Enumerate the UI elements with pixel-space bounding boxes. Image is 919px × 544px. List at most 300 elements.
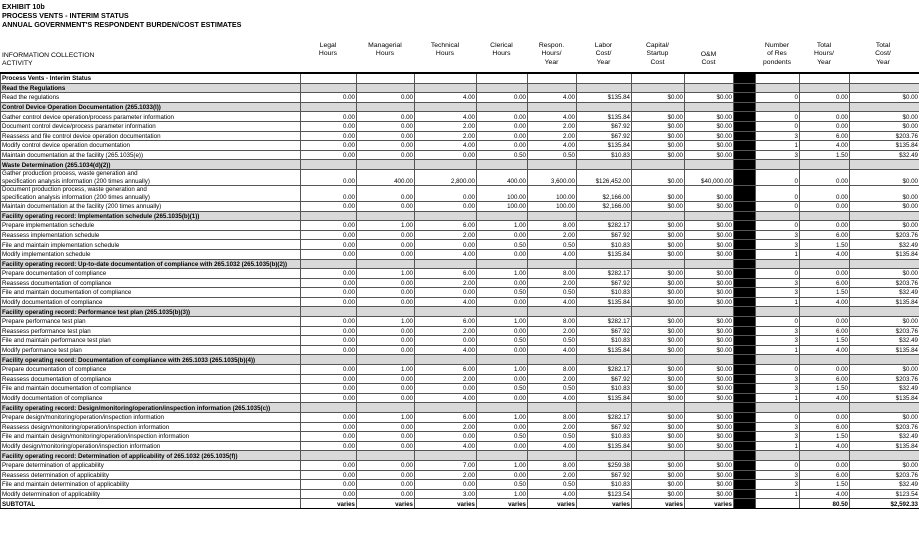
value-cell: 0 bbox=[756, 121, 800, 131]
value-cell: 0 bbox=[756, 365, 800, 375]
value-cell: 0.00 bbox=[800, 93, 850, 103]
value-cell: 0.00 bbox=[800, 169, 850, 185]
value-cell: 1.50 bbox=[800, 480, 850, 490]
activity-label: Reassess performance test plan bbox=[2, 327, 91, 335]
value-cell: $0.00 bbox=[632, 365, 685, 375]
activity-label: Modify documentation of compliance bbox=[2, 395, 103, 402]
header-technical-line: Technical bbox=[430, 42, 460, 49]
value-cell: $0.00 bbox=[632, 413, 685, 423]
value-cell: 0.00 bbox=[477, 278, 528, 288]
value-cell: 0.00 bbox=[477, 121, 528, 131]
activity-label: Reassess documentation of compliance bbox=[2, 279, 112, 287]
table-row bbox=[1, 460, 919, 470]
value-cell: 0.00 bbox=[357, 278, 415, 288]
value-cell: $0.00 bbox=[685, 221, 734, 231]
value-cell: $67.92 bbox=[577, 374, 632, 384]
value-cell: 4.00 bbox=[528, 297, 577, 307]
value-cell: 4.00 bbox=[415, 393, 477, 403]
value-cell: 8.00 bbox=[528, 221, 577, 231]
table-row bbox=[1, 278, 919, 288]
separator-bar bbox=[734, 374, 756, 384]
header-number-line: pondents bbox=[763, 58, 791, 66]
separator-bar bbox=[734, 480, 756, 490]
value-cell: 0.00 bbox=[357, 112, 415, 122]
value-cell: $282.17 bbox=[577, 413, 632, 423]
value-cell: $259.38 bbox=[577, 460, 632, 470]
header-number-line: of Res bbox=[767, 50, 787, 58]
value-cell: $0.00 bbox=[850, 413, 919, 423]
value-cell: 8.00 bbox=[528, 413, 577, 423]
section-title: Facility operating record: Determination of applicability of 265.1032 (265.1035(f)) bbox=[1, 451, 301, 461]
separator-bar bbox=[734, 221, 756, 231]
value-cell: $0.00 bbox=[685, 249, 734, 259]
separator-bar bbox=[734, 326, 756, 336]
table-row bbox=[1, 441, 919, 451]
value-cell: $0.00 bbox=[632, 345, 685, 355]
separator-bar bbox=[734, 185, 756, 201]
separator-bar bbox=[734, 259, 756, 269]
value-cell: $203.76 bbox=[850, 326, 919, 336]
activity-cell bbox=[1, 432, 301, 442]
value-cell: 0.00 bbox=[357, 326, 415, 336]
activity-cell bbox=[1, 413, 301, 423]
value-cell: 3 bbox=[756, 336, 800, 346]
value-cell: 0.00 bbox=[800, 121, 850, 131]
value-cell: $0.00 bbox=[685, 141, 734, 151]
separator-bar bbox=[734, 269, 756, 279]
value-cell: $135.84 bbox=[577, 297, 632, 307]
activity-cell bbox=[1, 422, 301, 432]
value-cell: $0.00 bbox=[685, 230, 734, 240]
activity-label-cont: specification analysis information (200 times annually) bbox=[2, 177, 150, 185]
table-row bbox=[1, 297, 919, 307]
value-cell: 0 bbox=[756, 169, 800, 185]
value-cell: 0.00 bbox=[800, 112, 850, 122]
value-cell: 0.50 bbox=[477, 288, 528, 298]
value-cell: $0.00 bbox=[685, 269, 734, 279]
value-cell: 0.00 bbox=[357, 185, 415, 201]
header-technical bbox=[414, 42, 476, 59]
section-header-row bbox=[1, 307, 919, 317]
value-cell: 7.00 bbox=[415, 460, 477, 470]
header-labor-line: Year bbox=[596, 58, 611, 66]
value-cell: $0.00 bbox=[632, 131, 685, 141]
value-cell: $135.84 bbox=[577, 112, 632, 122]
value-cell: 0.00 bbox=[477, 131, 528, 141]
value-cell: $135.84 bbox=[850, 441, 919, 451]
table-row bbox=[1, 413, 919, 423]
value-cell: $0.00 bbox=[632, 336, 685, 346]
value-cell: 1.00 bbox=[477, 489, 528, 499]
value-cell: $0.00 bbox=[850, 121, 919, 131]
table-row bbox=[1, 470, 919, 480]
value-cell: 4.00 bbox=[528, 441, 577, 451]
value-cell: $32.49 bbox=[850, 432, 919, 442]
header-clerical-line: Hours bbox=[492, 50, 511, 58]
value-cell: $135.84 bbox=[577, 249, 632, 259]
value-cell: 0.00 bbox=[301, 150, 357, 160]
header-total-hours-line: Total bbox=[816, 42, 832, 49]
value-cell: 0 bbox=[756, 112, 800, 122]
separator-bar bbox=[734, 393, 756, 403]
value-cell: 3 bbox=[756, 432, 800, 442]
value-cell: $0.00 bbox=[685, 345, 734, 355]
value-cell: $0.00 bbox=[685, 432, 734, 442]
value-cell: 0.00 bbox=[301, 317, 357, 327]
value-cell: $0.00 bbox=[685, 326, 734, 336]
value-cell: $0.00 bbox=[685, 422, 734, 432]
value-cell: 1.00 bbox=[357, 317, 415, 327]
value-cell: 3 bbox=[756, 131, 800, 141]
value-cell: $10.83 bbox=[577, 240, 632, 250]
value-cell: 0.00 bbox=[800, 269, 850, 279]
table-row bbox=[1, 93, 919, 103]
value-cell: $0.00 bbox=[632, 297, 685, 307]
separator-bar bbox=[734, 102, 756, 112]
activity-label: Prepare documentation of compliance bbox=[2, 366, 107, 374]
value-cell: 0.50 bbox=[477, 384, 528, 394]
activity-cell bbox=[1, 169, 301, 185]
value-cell: 6.00 bbox=[800, 326, 850, 336]
value-cell: 0.00 bbox=[477, 297, 528, 307]
value-cell: $135.84 bbox=[850, 141, 919, 151]
value-cell: $0.00 bbox=[632, 169, 685, 185]
value-cell: 0.50 bbox=[528, 150, 577, 160]
value-cell: 2.00 bbox=[528, 374, 577, 384]
section-title: Facility operating record: Documentation of compliance with 265.1033 (265.1035(b)(4)) bbox=[1, 355, 301, 365]
value-cell: $0.00 bbox=[632, 230, 685, 240]
value-cell: $67.92 bbox=[577, 422, 632, 432]
value-cell: $0.00 bbox=[685, 278, 734, 288]
value-cell: $0.00 bbox=[632, 185, 685, 201]
value-cell: 1 bbox=[756, 393, 800, 403]
value-cell: 0.00 bbox=[415, 201, 477, 211]
value-cell: 1.00 bbox=[477, 460, 528, 470]
activity-cell bbox=[1, 489, 301, 499]
value-cell: $32.49 bbox=[850, 384, 919, 394]
value-cell: 0.00 bbox=[301, 278, 357, 288]
value-cell: 0.00 bbox=[800, 201, 850, 211]
exhibit-subtitle: ANNUAL GOVERNMENT'S RESPONDENT BURDEN/COST ESTIMATES bbox=[2, 20, 242, 29]
value-cell: $0.00 bbox=[685, 93, 734, 103]
value-cell: 0.00 bbox=[477, 470, 528, 480]
header-managerial bbox=[356, 42, 414, 59]
separator-bar bbox=[734, 240, 756, 250]
activity-cell bbox=[1, 240, 301, 250]
header-capital-line: Capital/ bbox=[645, 42, 670, 49]
value-cell: 0.00 bbox=[301, 169, 357, 185]
activity-cell bbox=[1, 150, 301, 160]
value-cell: $0.00 bbox=[685, 297, 734, 307]
value-cell: $0.00 bbox=[850, 317, 919, 327]
value-cell: $0.00 bbox=[850, 201, 919, 211]
value-cell: 1.00 bbox=[477, 269, 528, 279]
separator-bar bbox=[734, 460, 756, 470]
table-row bbox=[1, 317, 919, 327]
value-cell: 3 bbox=[756, 278, 800, 288]
value-cell: $203.76 bbox=[850, 278, 919, 288]
value-cell: varies bbox=[301, 499, 357, 509]
header-respon-line: Hours/ bbox=[541, 50, 562, 58]
activity-label: Document control device/process parameter information bbox=[2, 123, 156, 131]
section-header-row bbox=[1, 160, 919, 170]
value-cell: $0.00 bbox=[685, 336, 734, 346]
value-cell: $0.00 bbox=[685, 201, 734, 211]
value-cell: $203.76 bbox=[850, 422, 919, 432]
value-cell: $10.83 bbox=[577, 432, 632, 442]
value-cell: 3 bbox=[756, 384, 800, 394]
separator-bar bbox=[734, 441, 756, 451]
value-cell: $282.17 bbox=[577, 221, 632, 231]
activity-cell bbox=[1, 230, 301, 240]
table-row bbox=[1, 489, 919, 499]
section-header-row bbox=[1, 451, 919, 461]
value-cell: 6.00 bbox=[415, 221, 477, 231]
separator-bar bbox=[734, 297, 756, 307]
value-cell: 0.00 bbox=[415, 288, 477, 298]
value-cell: $32.49 bbox=[850, 150, 919, 160]
value-cell: 0.50 bbox=[528, 336, 577, 346]
activity-label: Modify determination of applicability bbox=[2, 490, 101, 498]
value-cell: $10.83 bbox=[577, 150, 632, 160]
value-cell: 1.50 bbox=[800, 150, 850, 160]
section-title: Facility operating record: Design/monitoring/operation/inspection information (265.1035(c)) bbox=[1, 403, 301, 413]
value-cell: 0.00 bbox=[800, 365, 850, 375]
value-cell: 6.00 bbox=[415, 317, 477, 327]
section-header-row bbox=[1, 355, 919, 365]
table-row bbox=[1, 269, 919, 279]
value-cell: $0.00 bbox=[632, 460, 685, 470]
section-title: Facility operating record: Performance test plan (265.1035(b)(3)) bbox=[1, 307, 301, 317]
value-cell: 0.00 bbox=[301, 432, 357, 442]
value-cell: 2.00 bbox=[528, 326, 577, 336]
value-cell: 8.00 bbox=[528, 460, 577, 470]
section-title: Facility operating record: Up-to-date documentation of compliance with 265.1032 (265.1035(b)(2)) bbox=[1, 259, 301, 269]
value-cell: 0.00 bbox=[301, 460, 357, 470]
value-cell: varies bbox=[415, 499, 477, 509]
subtotal-row bbox=[1, 499, 919, 509]
activity-label: Document production process, waste generation and bbox=[2, 186, 147, 194]
separator-bar bbox=[734, 365, 756, 375]
value-cell: 0.00 bbox=[301, 93, 357, 103]
value-cell: 0.50 bbox=[477, 336, 528, 346]
value-cell: $0.00 bbox=[632, 240, 685, 250]
separator-bar bbox=[734, 121, 756, 131]
value-cell: 0.00 bbox=[477, 230, 528, 240]
table-row bbox=[1, 393, 919, 403]
value-cell: 0.50 bbox=[477, 480, 528, 490]
value-cell: $0.00 bbox=[685, 288, 734, 298]
value-cell: 4.00 bbox=[528, 249, 577, 259]
activity-cell bbox=[1, 384, 301, 394]
header-respon-line: Year bbox=[544, 58, 559, 66]
value-cell: 4.00 bbox=[528, 393, 577, 403]
value-cell: $67.92 bbox=[577, 326, 632, 336]
activity-label: Reassess and file control device operation documentation bbox=[2, 132, 161, 140]
activity-cell bbox=[1, 326, 301, 336]
value-cell: 0.00 bbox=[301, 374, 357, 384]
header-activity-line: INFORMATION COLLECTION bbox=[2, 52, 95, 59]
value-cell: $135.84 bbox=[850, 249, 919, 259]
separator-bar bbox=[734, 413, 756, 423]
value-cell: $123.54 bbox=[850, 489, 919, 499]
burden-cost-table bbox=[0, 72, 919, 509]
value-cell: 0.00 bbox=[301, 393, 357, 403]
value-cell: $0.00 bbox=[632, 326, 685, 336]
header-managerial-line: Hours bbox=[375, 50, 395, 58]
value-cell: 0.00 bbox=[301, 131, 357, 141]
value-cell: 100.00 bbox=[477, 201, 528, 211]
value-cell: 4.00 bbox=[415, 297, 477, 307]
header-activity bbox=[2, 52, 202, 69]
table-title: Process Vents - Interim Status bbox=[1, 73, 301, 83]
value-cell: 0.00 bbox=[357, 374, 415, 384]
value-cell: 0.00 bbox=[301, 365, 357, 375]
value-cell: 0.00 bbox=[301, 221, 357, 231]
separator-bar bbox=[734, 307, 756, 317]
value-cell: 0.00 bbox=[301, 384, 357, 394]
separator-bar bbox=[734, 141, 756, 151]
value-cell: 0.00 bbox=[357, 489, 415, 499]
table-row bbox=[1, 201, 919, 211]
value-cell: varies bbox=[357, 499, 415, 509]
value-cell: 4.00 bbox=[415, 112, 477, 122]
value-cell: 6.00 bbox=[415, 413, 477, 423]
value-cell: 4.00 bbox=[415, 93, 477, 103]
activity-cell bbox=[1, 131, 301, 141]
value-cell: 0.00 bbox=[357, 470, 415, 480]
value-cell: 6.00 bbox=[800, 131, 850, 141]
value-cell: 0.00 bbox=[357, 93, 415, 103]
value-cell: 0.00 bbox=[800, 460, 850, 470]
value-cell: $0.00 bbox=[632, 470, 685, 480]
value-cell: 2,800.00 bbox=[415, 169, 477, 185]
value-cell: $203.76 bbox=[850, 230, 919, 240]
header-capital bbox=[631, 42, 684, 67]
value-cell: 4.00 bbox=[800, 393, 850, 403]
value-cell: $0.00 bbox=[632, 249, 685, 259]
value-cell: $126,452.00 bbox=[577, 169, 632, 185]
value-cell: 2.00 bbox=[528, 470, 577, 480]
value-cell: 0.00 bbox=[301, 422, 357, 432]
section-title: Read the Regulations bbox=[1, 83, 301, 93]
value-cell: 0.00 bbox=[301, 441, 357, 451]
value-cell: $0.00 bbox=[685, 470, 734, 480]
value-cell: 0.00 bbox=[357, 240, 415, 250]
activity-label: Modify implementation schedule bbox=[2, 251, 91, 259]
value-cell: 0.50 bbox=[528, 240, 577, 250]
value-cell: 0 bbox=[756, 317, 800, 327]
header-om bbox=[684, 51, 733, 68]
value-cell: $0.00 bbox=[685, 384, 734, 394]
activity-label: Reassess design/monitoring/operation/inspection information bbox=[2, 423, 170, 431]
value-cell: 1.00 bbox=[477, 413, 528, 423]
header-number bbox=[755, 42, 799, 67]
table-row bbox=[1, 249, 919, 259]
table-row bbox=[1, 230, 919, 240]
section-title: Facility operating record: Implementation schedule (265.1035(b)(1)) bbox=[1, 211, 301, 221]
activity-cell bbox=[1, 93, 301, 103]
value-cell: varies bbox=[685, 499, 734, 509]
separator-bar bbox=[734, 131, 756, 141]
activity-cell bbox=[1, 269, 301, 279]
value-cell: $0.00 bbox=[685, 413, 734, 423]
table-row bbox=[1, 185, 919, 201]
section-header-row bbox=[1, 403, 919, 413]
activity-cell bbox=[1, 345, 301, 355]
activity-cell bbox=[1, 278, 301, 288]
value-cell: 0.00 bbox=[301, 121, 357, 131]
value-cell: 6.00 bbox=[800, 470, 850, 480]
value-cell: $10.83 bbox=[577, 288, 632, 298]
value-cell: $67.92 bbox=[577, 230, 632, 240]
value-cell: 0 bbox=[756, 460, 800, 470]
header-labor bbox=[576, 42, 631, 67]
activity-cell bbox=[1, 480, 301, 490]
value-cell: 0.00 bbox=[301, 288, 357, 298]
table-row bbox=[1, 326, 919, 336]
value-cell: $0.00 bbox=[632, 441, 685, 451]
separator-bar bbox=[734, 317, 756, 327]
value-cell: 1.00 bbox=[477, 365, 528, 375]
value-cell: 0 bbox=[756, 221, 800, 231]
separator-bar bbox=[734, 93, 756, 103]
value-cell: 3 bbox=[756, 230, 800, 240]
value-cell: 0.00 bbox=[357, 131, 415, 141]
value-cell: 0.00 bbox=[357, 345, 415, 355]
value-cell: 0 bbox=[756, 413, 800, 423]
value-cell: 0.00 bbox=[800, 185, 850, 201]
value-cell: 0.00 bbox=[301, 480, 357, 490]
activity-label: Modify design/monitoring/operation/inspection information bbox=[2, 442, 161, 450]
separator-bar bbox=[734, 345, 756, 355]
table-row bbox=[1, 221, 919, 231]
value-cell: 0 bbox=[756, 93, 800, 103]
header-total-hours-line: Hours/ bbox=[813, 50, 835, 58]
header-number-line: Number bbox=[764, 42, 790, 49]
value-cell: 4.00 bbox=[528, 93, 577, 103]
value-cell: 0.00 bbox=[415, 480, 477, 490]
value-cell: $203.76 bbox=[850, 470, 919, 480]
value-cell: 0.00 bbox=[800, 413, 850, 423]
value-cell: varies bbox=[477, 499, 528, 509]
value-cell: 0.00 bbox=[357, 336, 415, 346]
header-om-line: O&M bbox=[700, 51, 717, 58]
value-cell: 1 bbox=[756, 141, 800, 151]
value-cell: $0.00 bbox=[685, 240, 734, 250]
value-cell: 0.00 bbox=[477, 141, 528, 151]
value-cell: 2.00 bbox=[528, 422, 577, 432]
value-cell: 0.00 bbox=[301, 201, 357, 211]
activity-cell bbox=[1, 374, 301, 384]
value-cell: 2.00 bbox=[528, 278, 577, 288]
table-row bbox=[1, 345, 919, 355]
table-row bbox=[1, 422, 919, 432]
header-technical-line: Hours bbox=[435, 50, 455, 58]
value-cell: $32.49 bbox=[850, 480, 919, 490]
value-cell: 1 bbox=[756, 297, 800, 307]
activity-cell bbox=[1, 288, 301, 298]
value-cell: 6.00 bbox=[415, 269, 477, 279]
value-cell: 0.00 bbox=[477, 249, 528, 259]
activity-cell bbox=[1, 112, 301, 122]
activity-label: Reassess implementation schedule bbox=[2, 231, 100, 239]
value-cell: 0.50 bbox=[528, 384, 577, 394]
value-cell: $135.84 bbox=[577, 441, 632, 451]
value-cell: 0.00 bbox=[357, 121, 415, 131]
value-cell: $0.00 bbox=[850, 269, 919, 279]
value-cell: $0.00 bbox=[632, 112, 685, 122]
